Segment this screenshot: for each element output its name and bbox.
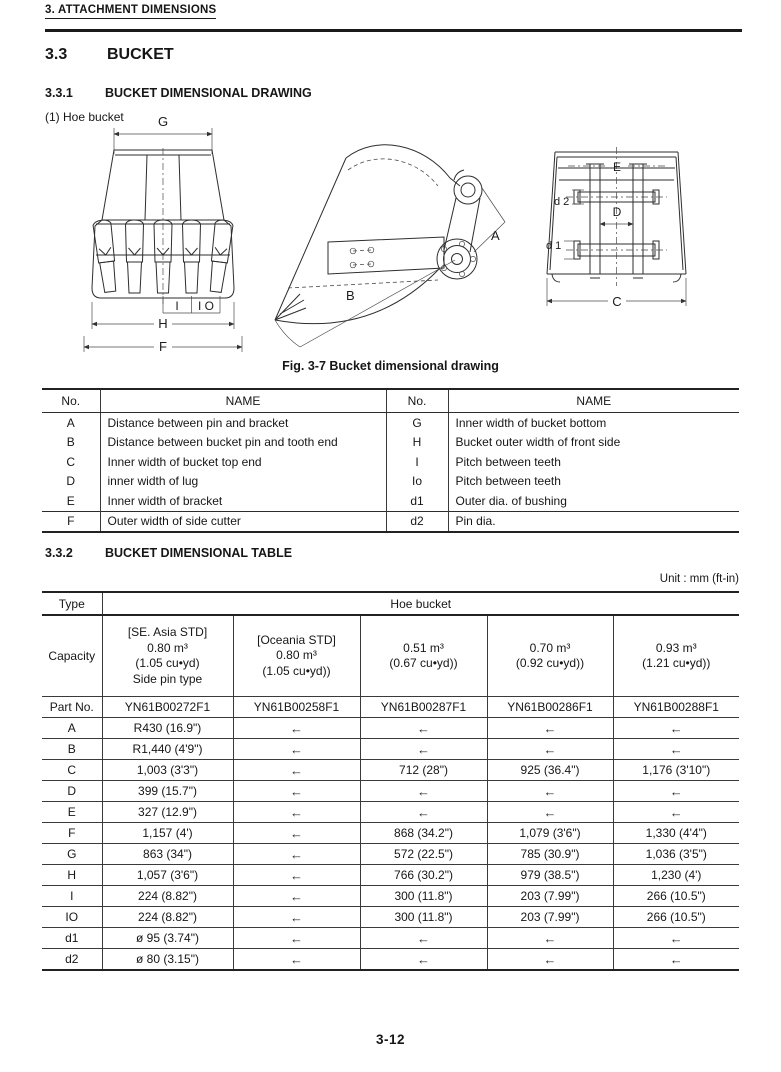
figure-caption: Fig. 3-7 Bucket dimensional drawing xyxy=(282,359,499,373)
unit-note: Unit : mm (ft-in) xyxy=(659,573,739,585)
legend-row xyxy=(42,472,739,492)
legend-no-cell: d1 xyxy=(386,491,448,511)
capacity-cell xyxy=(360,615,487,697)
section-3-3-2-number: 3.3.2 xyxy=(45,546,73,560)
legend-name-cell: Bucket outer width of front side xyxy=(448,433,739,453)
same-as-left-arrow: ← xyxy=(613,781,739,802)
running-header xyxy=(45,4,216,19)
dim-label-c: C xyxy=(612,294,622,309)
legend-no-cell: I xyxy=(386,452,448,472)
legend-row xyxy=(42,491,739,511)
same-as-left-arrow: ← xyxy=(487,928,613,949)
capacity-line: [SE. Asia STD] xyxy=(127,625,208,639)
legend-name-cell: Outer width of side cutter xyxy=(100,511,386,532)
same-as-left-arrow: ← xyxy=(613,739,739,760)
same-as-left-arrow: ← xyxy=(487,781,613,802)
legend-name-cell: Inner width of bracket xyxy=(100,491,386,511)
dimension-row xyxy=(42,781,739,802)
same-as-left-arrow: ← xyxy=(233,760,360,781)
section-3-3-title: BUCKET xyxy=(107,46,174,63)
dim-label-h: H xyxy=(158,316,168,331)
same-as-left-arrow: ← xyxy=(233,907,360,928)
capacity-label: Capacity xyxy=(42,615,102,697)
part-no-cell: YN61B00287F1 xyxy=(360,697,487,718)
dimension-row-label: B xyxy=(42,739,102,760)
dimension-value: 1,176 (3'10") xyxy=(613,760,739,781)
dimension-value: R430 (16.9") xyxy=(102,718,233,739)
dimension-row-label: I xyxy=(42,886,102,907)
legend-row xyxy=(42,433,739,453)
type-value: Hoe bucket xyxy=(102,592,739,615)
dim-label-f: F xyxy=(159,339,167,354)
dimensional-table xyxy=(42,591,739,971)
capacity-cell xyxy=(613,615,739,697)
dimension-value: 863 (34") xyxy=(102,844,233,865)
type-label: Type xyxy=(42,592,102,615)
legend-name-cell: Pitch between teeth xyxy=(448,472,739,492)
dimension-row xyxy=(42,760,739,781)
section-3-3-2-heading xyxy=(45,546,292,560)
same-as-left-arrow: ← xyxy=(233,823,360,844)
capacity-line: [Oceania STD] xyxy=(257,632,336,647)
same-as-left-arrow: ← xyxy=(233,802,360,823)
same-as-left-arrow: ← xyxy=(233,739,360,760)
dimension-row xyxy=(42,907,739,928)
type-row xyxy=(42,592,739,615)
legend-body xyxy=(42,413,739,533)
same-as-left-arrow: ← xyxy=(613,928,739,949)
dimension-row-label: D xyxy=(42,781,102,802)
dimension-value: 203 (7.99") xyxy=(487,886,613,907)
part-no-label: Part No. xyxy=(42,697,102,718)
capacity-row xyxy=(42,615,739,697)
dimension-row-label: G xyxy=(42,844,102,865)
dimension-value: 300 (11.8") xyxy=(360,907,487,928)
dimension-value: 1,157 (4') xyxy=(102,823,233,844)
capacity-cell xyxy=(487,615,613,697)
dimension-value: 979 (38.5") xyxy=(487,865,613,886)
dimension-value: 1,330 (4'4") xyxy=(613,823,739,844)
dimension-value: 785 (30.9") xyxy=(487,844,613,865)
legend-no-header: No. xyxy=(386,389,448,413)
dim-label-d1: d 1 xyxy=(546,240,562,252)
dimension-value: 399 (15.7") xyxy=(102,781,233,802)
dimension-row-label: IO xyxy=(42,907,102,928)
legend-name-cell: Distance between bucket pin and tooth end xyxy=(100,433,386,453)
section-3-3-1-number: 3.3.1 xyxy=(45,86,73,100)
dimension-row xyxy=(42,949,739,971)
section-3-3-1-title: BUCKET DIMENSIONAL DRAWING xyxy=(105,86,312,100)
dimension-value: 1,079 (3'6") xyxy=(487,823,613,844)
header-rule xyxy=(45,29,742,32)
dimension-value: 327 (12.9") xyxy=(102,802,233,823)
legend-row xyxy=(42,511,739,532)
dim-label-i: I xyxy=(175,299,179,313)
dim-label-d2: d 2 xyxy=(554,196,570,208)
part-no-cell: YN61B00286F1 xyxy=(487,697,613,718)
dimension-row xyxy=(42,739,739,760)
same-as-left-arrow: ← xyxy=(233,949,360,971)
capacity-line: 0.93 m³ xyxy=(655,640,697,655)
dimension-value: 300 (11.8") xyxy=(360,886,487,907)
section-3-3-1-heading xyxy=(45,86,312,100)
dimension-row xyxy=(42,928,739,949)
dimension-row-label: d1 xyxy=(42,928,102,949)
legend-no-header: No. xyxy=(42,389,100,413)
dimension-row xyxy=(42,802,739,823)
capacity-line: (1.05 cu•yd)) xyxy=(262,663,331,678)
capacity-line: 0.80 m³ xyxy=(276,648,317,663)
same-as-left-arrow: ← xyxy=(360,802,487,823)
same-as-left-arrow: ← xyxy=(233,886,360,907)
legend-row xyxy=(42,452,739,472)
legend-name-header: NAME xyxy=(100,389,386,413)
legend-name-cell: Distance between pin and bracket xyxy=(100,413,386,433)
dimension-value: 224 (8.82") xyxy=(102,886,233,907)
part-no-cell: YN61B00258F1 xyxy=(233,697,360,718)
legend-name-header: NAME xyxy=(448,389,739,413)
same-as-left-arrow: ← xyxy=(487,949,613,971)
legend-no-cell: d2 xyxy=(386,511,448,532)
dimension-value: ø 95 (3.74") xyxy=(102,928,233,949)
dimension-value: 266 (10.5") xyxy=(613,907,739,928)
same-as-left-arrow: ← xyxy=(360,928,487,949)
rear-view-drawing xyxy=(538,144,703,324)
part-no-cell: YN61B00272F1 xyxy=(102,697,233,718)
same-as-left-arrow: ← xyxy=(233,781,360,802)
page-number: 3-12 xyxy=(375,1032,406,1047)
dimension-row xyxy=(42,844,739,865)
same-as-left-arrow: ← xyxy=(233,844,360,865)
dimension-value: 1,003 (3'3") xyxy=(102,760,233,781)
same-as-left-arrow: ← xyxy=(360,739,487,760)
legend-no-cell: C xyxy=(66,454,76,469)
section-3-3-heading xyxy=(45,46,174,64)
side-view-drawing xyxy=(258,128,518,368)
part-no-row xyxy=(42,697,739,718)
dimension-row-label: C xyxy=(42,760,102,781)
capacity-cell xyxy=(102,615,233,697)
same-as-left-arrow: ← xyxy=(613,949,739,971)
legend-no-cell: G xyxy=(386,413,448,433)
part-no-cell: YN61B00288F1 xyxy=(613,697,739,718)
dimension-value: 712 (28") xyxy=(360,760,487,781)
same-as-left-arrow: ← xyxy=(360,781,487,802)
same-as-left-arrow: ← xyxy=(487,718,613,739)
legend-table xyxy=(42,388,739,533)
same-as-left-arrow: ← xyxy=(233,718,360,739)
legend-row xyxy=(42,413,739,433)
legend-no-cell: B xyxy=(66,435,75,450)
same-as-left-arrow: ← xyxy=(360,949,487,971)
same-as-left-arrow: ← xyxy=(613,802,739,823)
legend-name-cell: inner width of lug xyxy=(100,472,386,492)
section-3-3-2-title: BUCKET DIMENSIONAL TABLE xyxy=(105,546,293,560)
legend-header-row xyxy=(42,389,739,413)
dimension-row-label: E xyxy=(42,802,102,823)
dimension-value: 572 (22.5") xyxy=(360,844,487,865)
dimension-row-label: H xyxy=(42,865,102,886)
same-as-left-arrow: ← xyxy=(487,802,613,823)
same-as-left-arrow: ← xyxy=(233,928,360,949)
dimension-row-label: A xyxy=(42,718,102,739)
running-header-text: 3. ATTACHMENT DIMENSIONS xyxy=(45,4,216,19)
same-as-left-arrow: ← xyxy=(487,739,613,760)
legend-no-cell: H xyxy=(386,433,448,453)
capacity-line: 0.51 m³ xyxy=(403,640,444,655)
dimension-row xyxy=(42,823,739,844)
section-3-3-number: 3.3 xyxy=(45,46,68,63)
dimension-value: 868 (34.2") xyxy=(360,823,487,844)
capacity-line: (0.92 cu•yd)) xyxy=(515,656,585,670)
dimension-value: 266 (10.5") xyxy=(613,886,739,907)
legend-name-cell: Outer dia. of bushing xyxy=(448,491,739,511)
dim-label-d: D xyxy=(612,205,622,219)
legend-no-cell: Io xyxy=(386,472,448,492)
dimension-value: 1,057 (3'6") xyxy=(102,865,233,886)
capacity-cell xyxy=(233,615,360,697)
dimension-value: 203 (7.99") xyxy=(487,907,613,928)
legend-no-cell: A xyxy=(66,415,75,430)
dimension-value: 1,230 (4') xyxy=(613,865,739,886)
legend-name-cell: Pin dia. xyxy=(448,511,739,532)
same-as-left-arrow: ← xyxy=(360,718,487,739)
capacity-line: 0.70 m³ xyxy=(529,640,571,655)
legend-name-cell: Inner width of bucket bottom xyxy=(448,413,739,433)
dimension-row xyxy=(42,718,739,739)
capacity-line: (0.67 cu•yd)) xyxy=(389,656,458,670)
dimension-value: 766 (30.2") xyxy=(360,865,487,886)
legend-no-cell: F xyxy=(42,511,100,532)
dim-label-b: B xyxy=(346,288,355,303)
dimension-value: 925 (36.4") xyxy=(487,760,613,781)
same-as-left-arrow: ← xyxy=(613,718,739,739)
legend-name-cell: Pitch between teeth xyxy=(448,452,739,472)
dim-label-io: I O xyxy=(197,299,215,313)
dim-label-a: A xyxy=(491,228,500,243)
dimension-row-label: d2 xyxy=(42,949,102,971)
legend-no-cell: D xyxy=(66,474,76,489)
same-as-left-arrow: ← xyxy=(233,865,360,886)
capacity-line: (1.21 cu•yd)) xyxy=(642,656,711,670)
dimension-row xyxy=(42,865,739,886)
capacity-line: (1.05 cu•yd) xyxy=(135,656,200,670)
dimension-value: 1,036 (3'5") xyxy=(613,844,739,865)
dimension-value: 224 (8.82") xyxy=(102,907,233,928)
capacity-line: 0.80 m³ xyxy=(147,640,188,655)
capacity-line: Side pin type xyxy=(132,671,203,686)
dimension-row xyxy=(42,886,739,907)
dimension-value: R1,440 (4'9") xyxy=(102,739,233,760)
legend-name-cell: Inner width of bucket top end xyxy=(100,452,386,472)
front-view-drawing xyxy=(66,112,256,364)
legend-no-cell: E xyxy=(66,493,75,508)
dimensional-table-body xyxy=(42,592,739,970)
hoe-bucket-label: (1) Hoe bucket xyxy=(45,110,124,124)
dim-label-g: G xyxy=(157,114,169,129)
dimension-row-label: F xyxy=(42,823,102,844)
dim-label-e: E xyxy=(612,160,622,174)
dimension-value: ø 80 (3.15") xyxy=(102,949,233,971)
